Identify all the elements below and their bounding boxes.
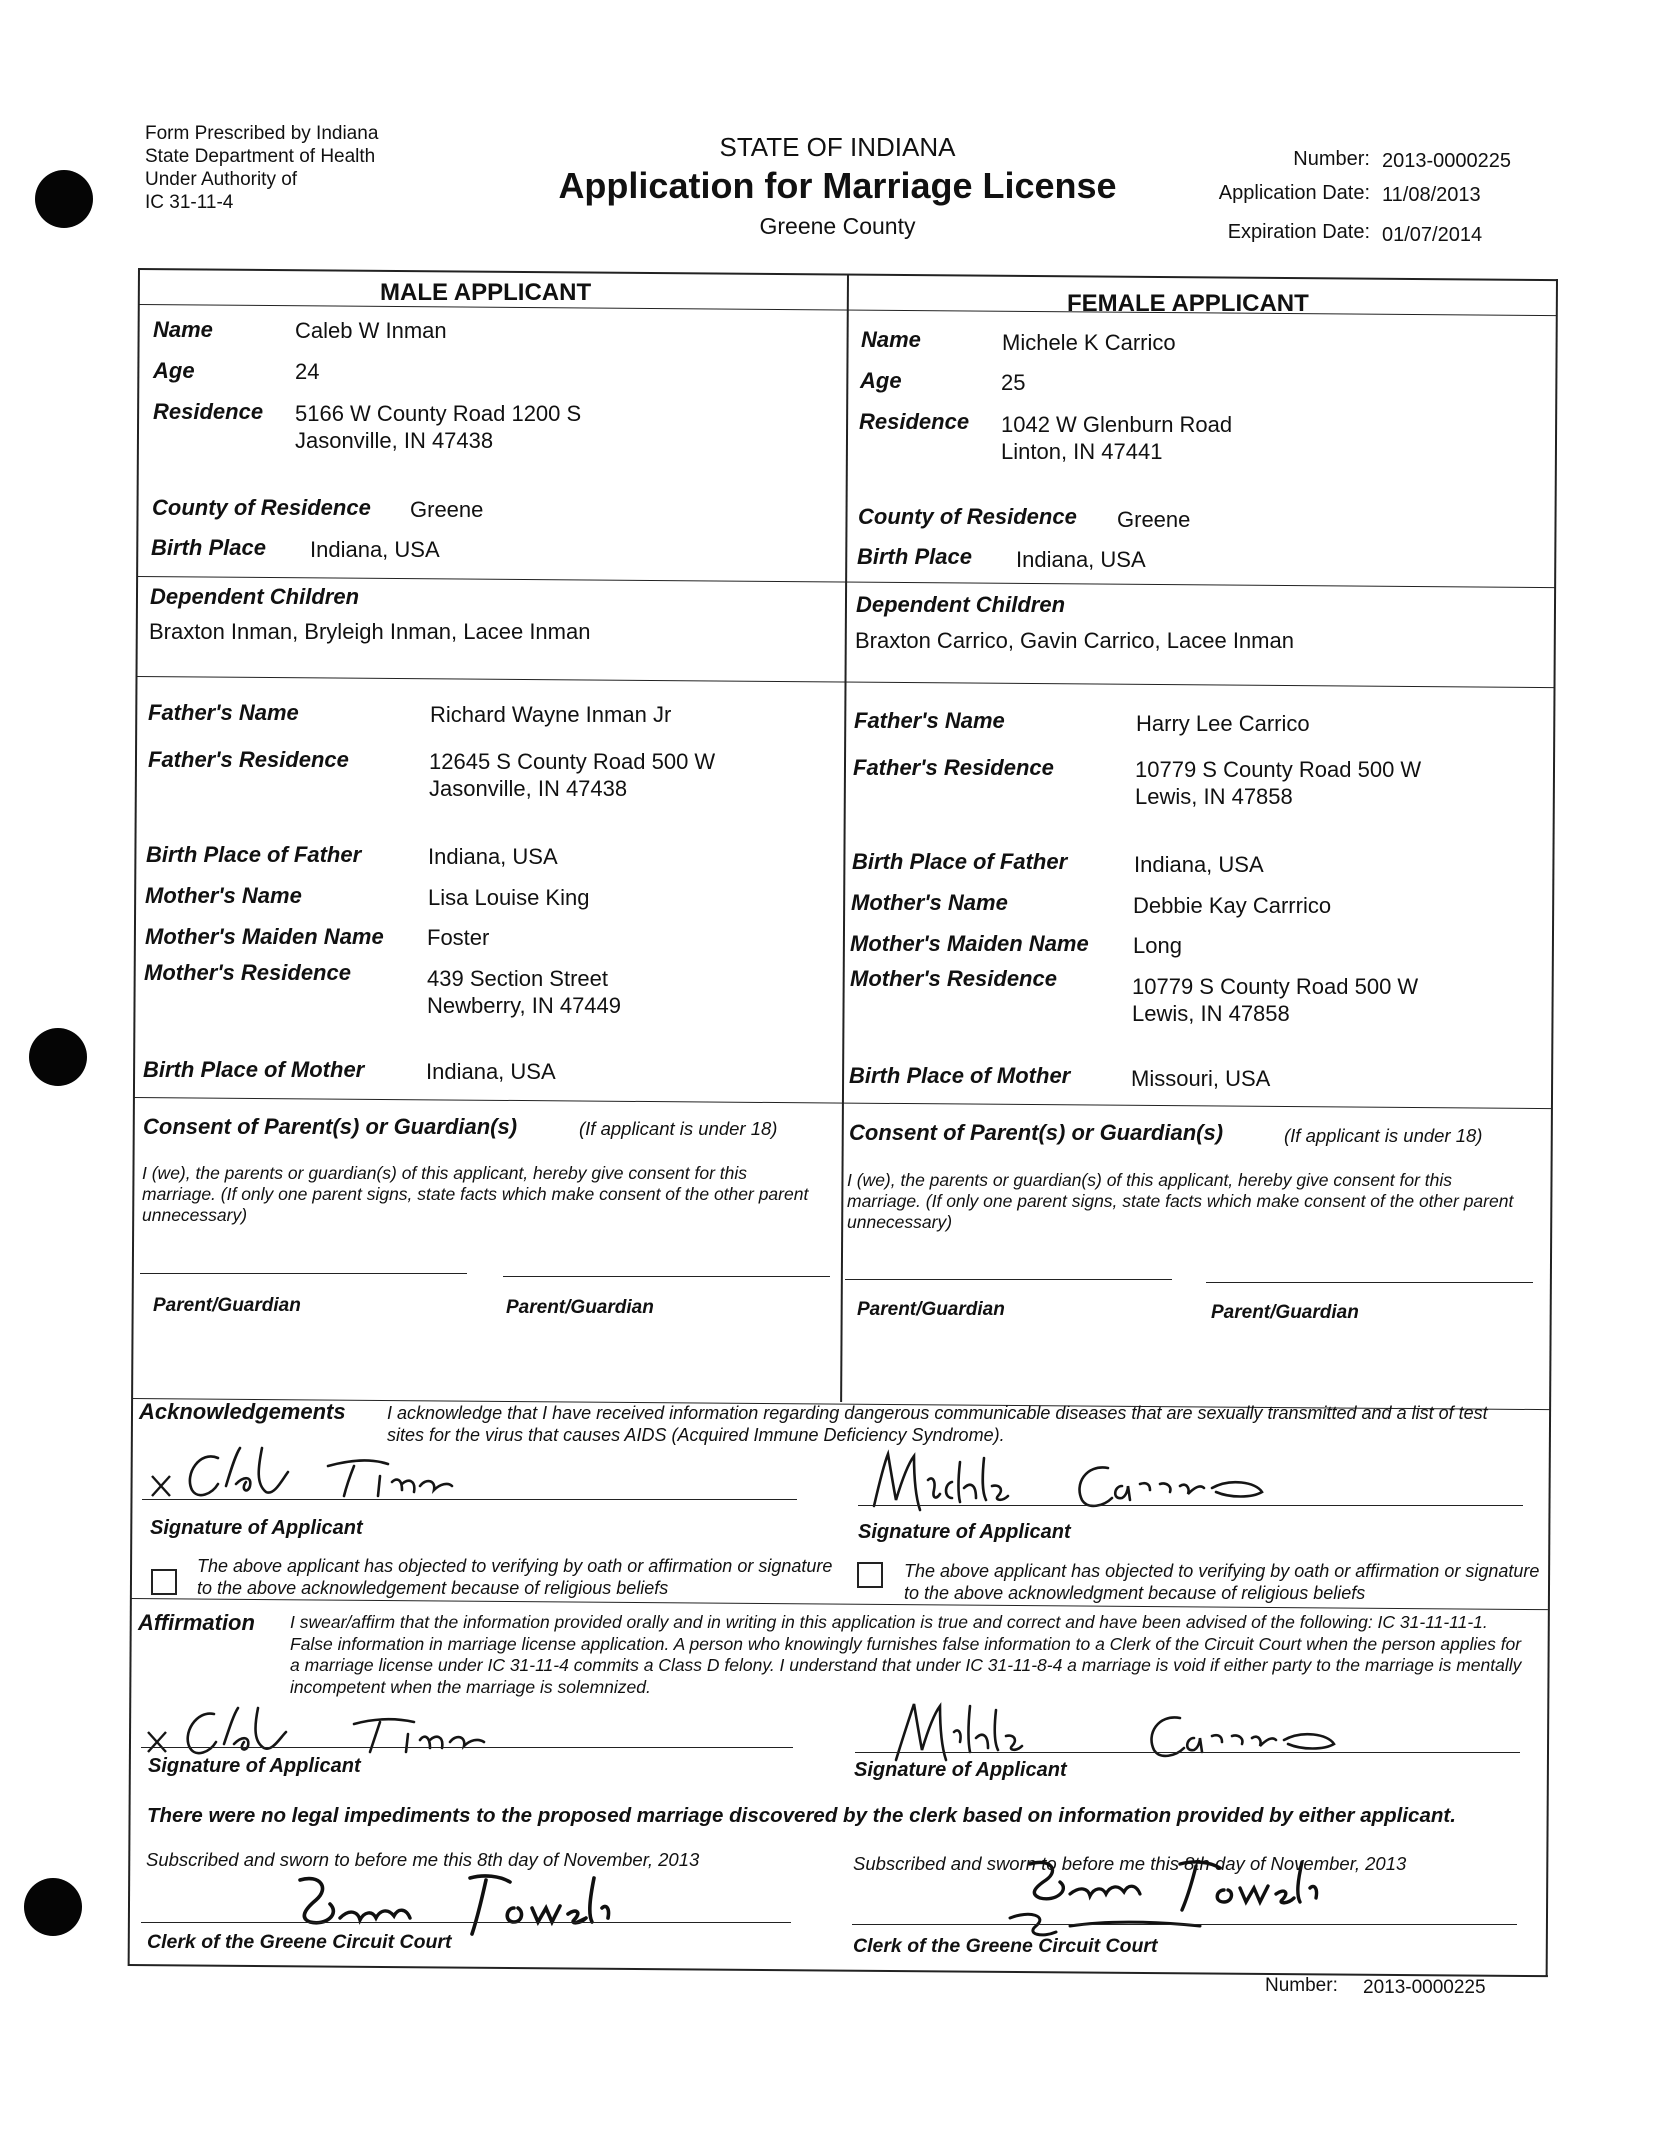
male-name: Caleb W Inman [295, 318, 447, 343]
female-affirmation-signature [890, 1682, 1410, 1766]
authority-line: State Department of Health [145, 146, 376, 167]
female-mothers-residence [1132, 973, 1418, 1027]
male-consent-text: I (we), the parents or guardian(s) of this applicant, hereby give consent for this marriage. (If only one parent signs, state facts which make consent of the other parent unnecessary) [142, 1163, 809, 1225]
female-name: Michele K Carrico [1002, 330, 1176, 355]
punch-hole [24, 1878, 82, 1936]
female-residence [1001, 411, 1232, 465]
female-signature-label: Signature of Applicant [858, 1521, 1071, 1543]
male-mothers-name: Lisa Louise King [428, 885, 590, 910]
male-mothers-residence-label: Mother's Residence [144, 960, 351, 985]
male-residence-label: Residence [153, 399, 264, 424]
female-fathers-residence [1135, 756, 1421, 810]
affirmation-title: Affirmation [138, 1610, 255, 1635]
male-county-label: County of Residence [152, 495, 371, 520]
female-birth-place-father: Indiana, USA [1134, 852, 1264, 877]
male-parent-guardian-label: Parent/Guardian [506, 1297, 654, 1318]
female-residence-label: Residence [859, 409, 970, 434]
male-fathers-residence-line1: 12645 S County Road 500 W [429, 749, 716, 774]
male-birth-place-mother: Indiana, USA [426, 1059, 556, 1084]
male-mothers-maiden-name-label: Mother's Maiden Name [145, 924, 384, 949]
female-objection-text: The above applicant has objected to verifying by oath or affirmation or signature to the above acknowledgment because of religious beliefs [904, 1561, 1540, 1603]
male-birth-place-mother-label: Birth Place of Mother [143, 1057, 365, 1082]
male-fathers-name-label: Father's Name [148, 700, 299, 725]
male-clerk-label: Clerk of the Greene Circuit Court [147, 1931, 452, 1953]
male-mothers-name-label: Mother's Name [145, 883, 302, 908]
male-fathers-name: Richard Wayne Inman Jr [430, 702, 672, 727]
female-residence-line2: Linton, IN 47441 [1001, 439, 1163, 464]
acknowledgements-title: Acknowledgements [139, 1399, 346, 1424]
male-dependent-children-label: Dependent Children [150, 584, 360, 609]
county-name: Greene County [759, 213, 916, 239]
male-objection-checkbox[interactable] [151, 1569, 177, 1595]
male-affirmation-signature-label: Signature of Applicant [148, 1755, 361, 1777]
male-birth-place-father-label: Birth Place of Father [146, 842, 362, 867]
male-parent-guardian-label: Parent/Guardian [153, 1295, 301, 1316]
female-name-label: Name [861, 327, 921, 352]
male-dependent-children: Braxton Inman, Bryleigh Inman, Lacee Inman [149, 619, 591, 644]
female-age: 25 [1001, 370, 1026, 395]
female-affirmation-signature-line [855, 1752, 1520, 1753]
female-clerk-label: Clerk of the Greene Circuit Court [853, 1935, 1158, 1957]
female-affirmation-signature-label: Signature of Applicant [854, 1759, 1067, 1781]
male-residence [295, 400, 581, 454]
female-birth-place-label: Birth Place [857, 544, 972, 569]
acknowledgement-text: I acknowledge that I have received information regarding dangerous communicable diseases that are sexually transmitted and a list of test sites for the virus that causes AIDS (Acquired Immune Deficiency Syndrome). [387, 1403, 1488, 1445]
female-mothers-residence-label: Mother's Residence [850, 966, 1057, 991]
male-county: Greene [410, 497, 484, 522]
female-parent-sig-line-1 [845, 1279, 1172, 1280]
male-objection-text: The above applicant has objected to verifying by oath or affirmation or signature to the above acknowledgement because of religious beliefs [197, 1556, 833, 1598]
authority-line: IC 31-11-4 [145, 192, 234, 213]
female-residence-line1: 1042 W Glenburn Road [1001, 412, 1233, 437]
male-clerk-signature-line [141, 1922, 791, 1923]
no-impediments-statement: There were no legal impediments to the proposed marriage discovered by the clerk based on information provided by either applicant. [147, 1804, 1456, 1827]
male-name-label: Name [153, 317, 213, 342]
female-mothers-maiden-name-label: Mother's Maiden Name [850, 931, 1089, 956]
female-dependent-children-label: Dependent Children [856, 592, 1066, 617]
male-acknowledgement-signature [140, 1424, 510, 1504]
male-consent-title: Consent of Parent(s) or Guardian(s) [143, 1114, 518, 1139]
female-mothers-residence-line2: Lewis, IN 47858 [1132, 1001, 1290, 1026]
frame-right [1546, 279, 1558, 1976]
affirmation-text: I swear/affirm that the information provided orally and in writing in this application is true and correct and have been advised of the following: IC 31-11-11-1. False information in marriage license application. A person who knowingly furnishes false information to a Clerk of the Circuit Court when the person applies for a marriage license under IC 31-11-4 commits a Class D felony. I understand that under IC 31-11-8-4 a marriage is void if either party to the marriage is mentally incompetent when the marriage is solemnized. [290, 1612, 1522, 1697]
male-fathers-residence-line2: Jasonville, IN 47438 [429, 776, 628, 801]
female-parent-guardian-label: Parent/Guardian [857, 1299, 1005, 1320]
male-birth-place-father: Indiana, USA [428, 844, 558, 869]
female-birth-place-mother-label: Birth Place of Mother [849, 1063, 1071, 1088]
male-parent-sig-line-1 [140, 1273, 467, 1274]
female-mothers-residence-line1: 10779 S County Road 500 W [1132, 974, 1419, 999]
page-title: Application for Marriage License [558, 165, 1117, 206]
male-parent-sig-line-2 [503, 1276, 830, 1277]
female-fathers-name-label: Father's Name [854, 708, 1005, 733]
expiration-date-label: Expiration Date: [1227, 221, 1370, 243]
male-birth-place: Indiana, USA [310, 537, 440, 562]
license-number: 2013-0000225 [1382, 150, 1512, 172]
female-fathers-residence-label: Father's Residence [853, 755, 1054, 780]
female-signature-line [858, 1505, 1523, 1506]
female-fathers-residence-line1: 10779 S County Road 500 W [1135, 757, 1422, 782]
female-birth-place: Indiana, USA [1016, 547, 1146, 572]
female-consent-note: (If applicant is under 18) [1284, 1125, 1483, 1146]
female-birth-place-mother: Missouri, USA [1131, 1066, 1271, 1091]
female-dependent-children: Braxton Carrico, Gavin Carrico, Lacee Inman [855, 628, 1294, 653]
number-label: Number: [1293, 148, 1370, 170]
male-residence-line1: 5166 W County Road 1200 S [295, 401, 582, 426]
male-mothers-residence-line2: Newberry, IN 47449 [427, 993, 622, 1018]
female-mothers-name-label: Mother's Name [851, 890, 1008, 915]
female-sworn-statement: Subscribed and sworn to before me this 8th day of November, 2013 [853, 1853, 1407, 1874]
female-fathers-name: Harry Lee Carrico [1136, 711, 1310, 736]
female-clerk-signature-line [852, 1924, 1517, 1925]
punch-hole [29, 1028, 87, 1086]
female-fathers-residence-line2: Lewis, IN 47858 [1135, 784, 1293, 809]
male-signature-line [142, 1499, 797, 1500]
female-parent-guardian-label: Parent/Guardian [1211, 1302, 1359, 1323]
authority-line: Under Authority of [145, 169, 298, 190]
female-consent-text: I (we), the parents or guardian(s) of this applicant, hereby give consent for this marriage. (If only one parent signs, state facts which make consent of the other parent unnecessary) [847, 1170, 1514, 1232]
male-mothers-residence [427, 965, 621, 1019]
authority-line: Form Prescribed by Indiana [145, 123, 379, 144]
female-birth-place-father-label: Birth Place of Father [852, 849, 1068, 874]
male-affirmation-signature-line [141, 1747, 793, 1748]
male-age: 24 [295, 359, 320, 384]
male-sworn-statement: Subscribed and sworn to before me this 8th day of November, 2013 [146, 1849, 700, 1870]
female-mothers-maiden-name: Long [1133, 933, 1182, 958]
expiration-date: 01/07/2014 [1382, 224, 1483, 246]
male-signature-label: Signature of Applicant [150, 1517, 363, 1539]
female-age-label: Age [860, 368, 902, 393]
male-applicant-heading: MALE APPLICANT [380, 279, 592, 306]
female-applicant-heading: FEMALE APPLICANT [1067, 290, 1309, 317]
male-mothers-residence-line1: 439 Section Street [427, 966, 609, 991]
female-parent-sig-line-2 [1206, 1282, 1533, 1283]
male-fathers-residence [429, 748, 715, 802]
female-county: Greene [1117, 507, 1191, 532]
male-birth-place-label: Birth Place [151, 535, 266, 560]
male-age-label: Age [153, 358, 195, 383]
female-mothers-name: Debbie Kay Carrrico [1133, 893, 1332, 918]
female-clerk-signature [990, 1850, 1390, 1940]
male-residence-line2: Jasonville, IN 47438 [295, 428, 494, 453]
frame-left [128, 268, 140, 1966]
application-date: 11/08/2013 [1382, 184, 1481, 206]
application-date-label: Application Date: [1218, 182, 1370, 204]
female-consent-title: Consent of Parent(s) or Guardian(s) [849, 1120, 1224, 1145]
female-county-label: County of Residence [858, 504, 1077, 529]
footer-license-number: 2013-0000225 [1363, 1977, 1486, 1998]
male-fathers-residence-label: Father's Residence [148, 747, 349, 772]
male-consent-note: (If applicant is under 18) [579, 1118, 778, 1139]
state-name: STATE OF INDIANA [719, 132, 956, 162]
female-objection-checkbox[interactable] [857, 1562, 883, 1588]
footer-number-label: Number: [1265, 1975, 1338, 1996]
male-mothers-maiden-name: Foster [427, 925, 490, 950]
